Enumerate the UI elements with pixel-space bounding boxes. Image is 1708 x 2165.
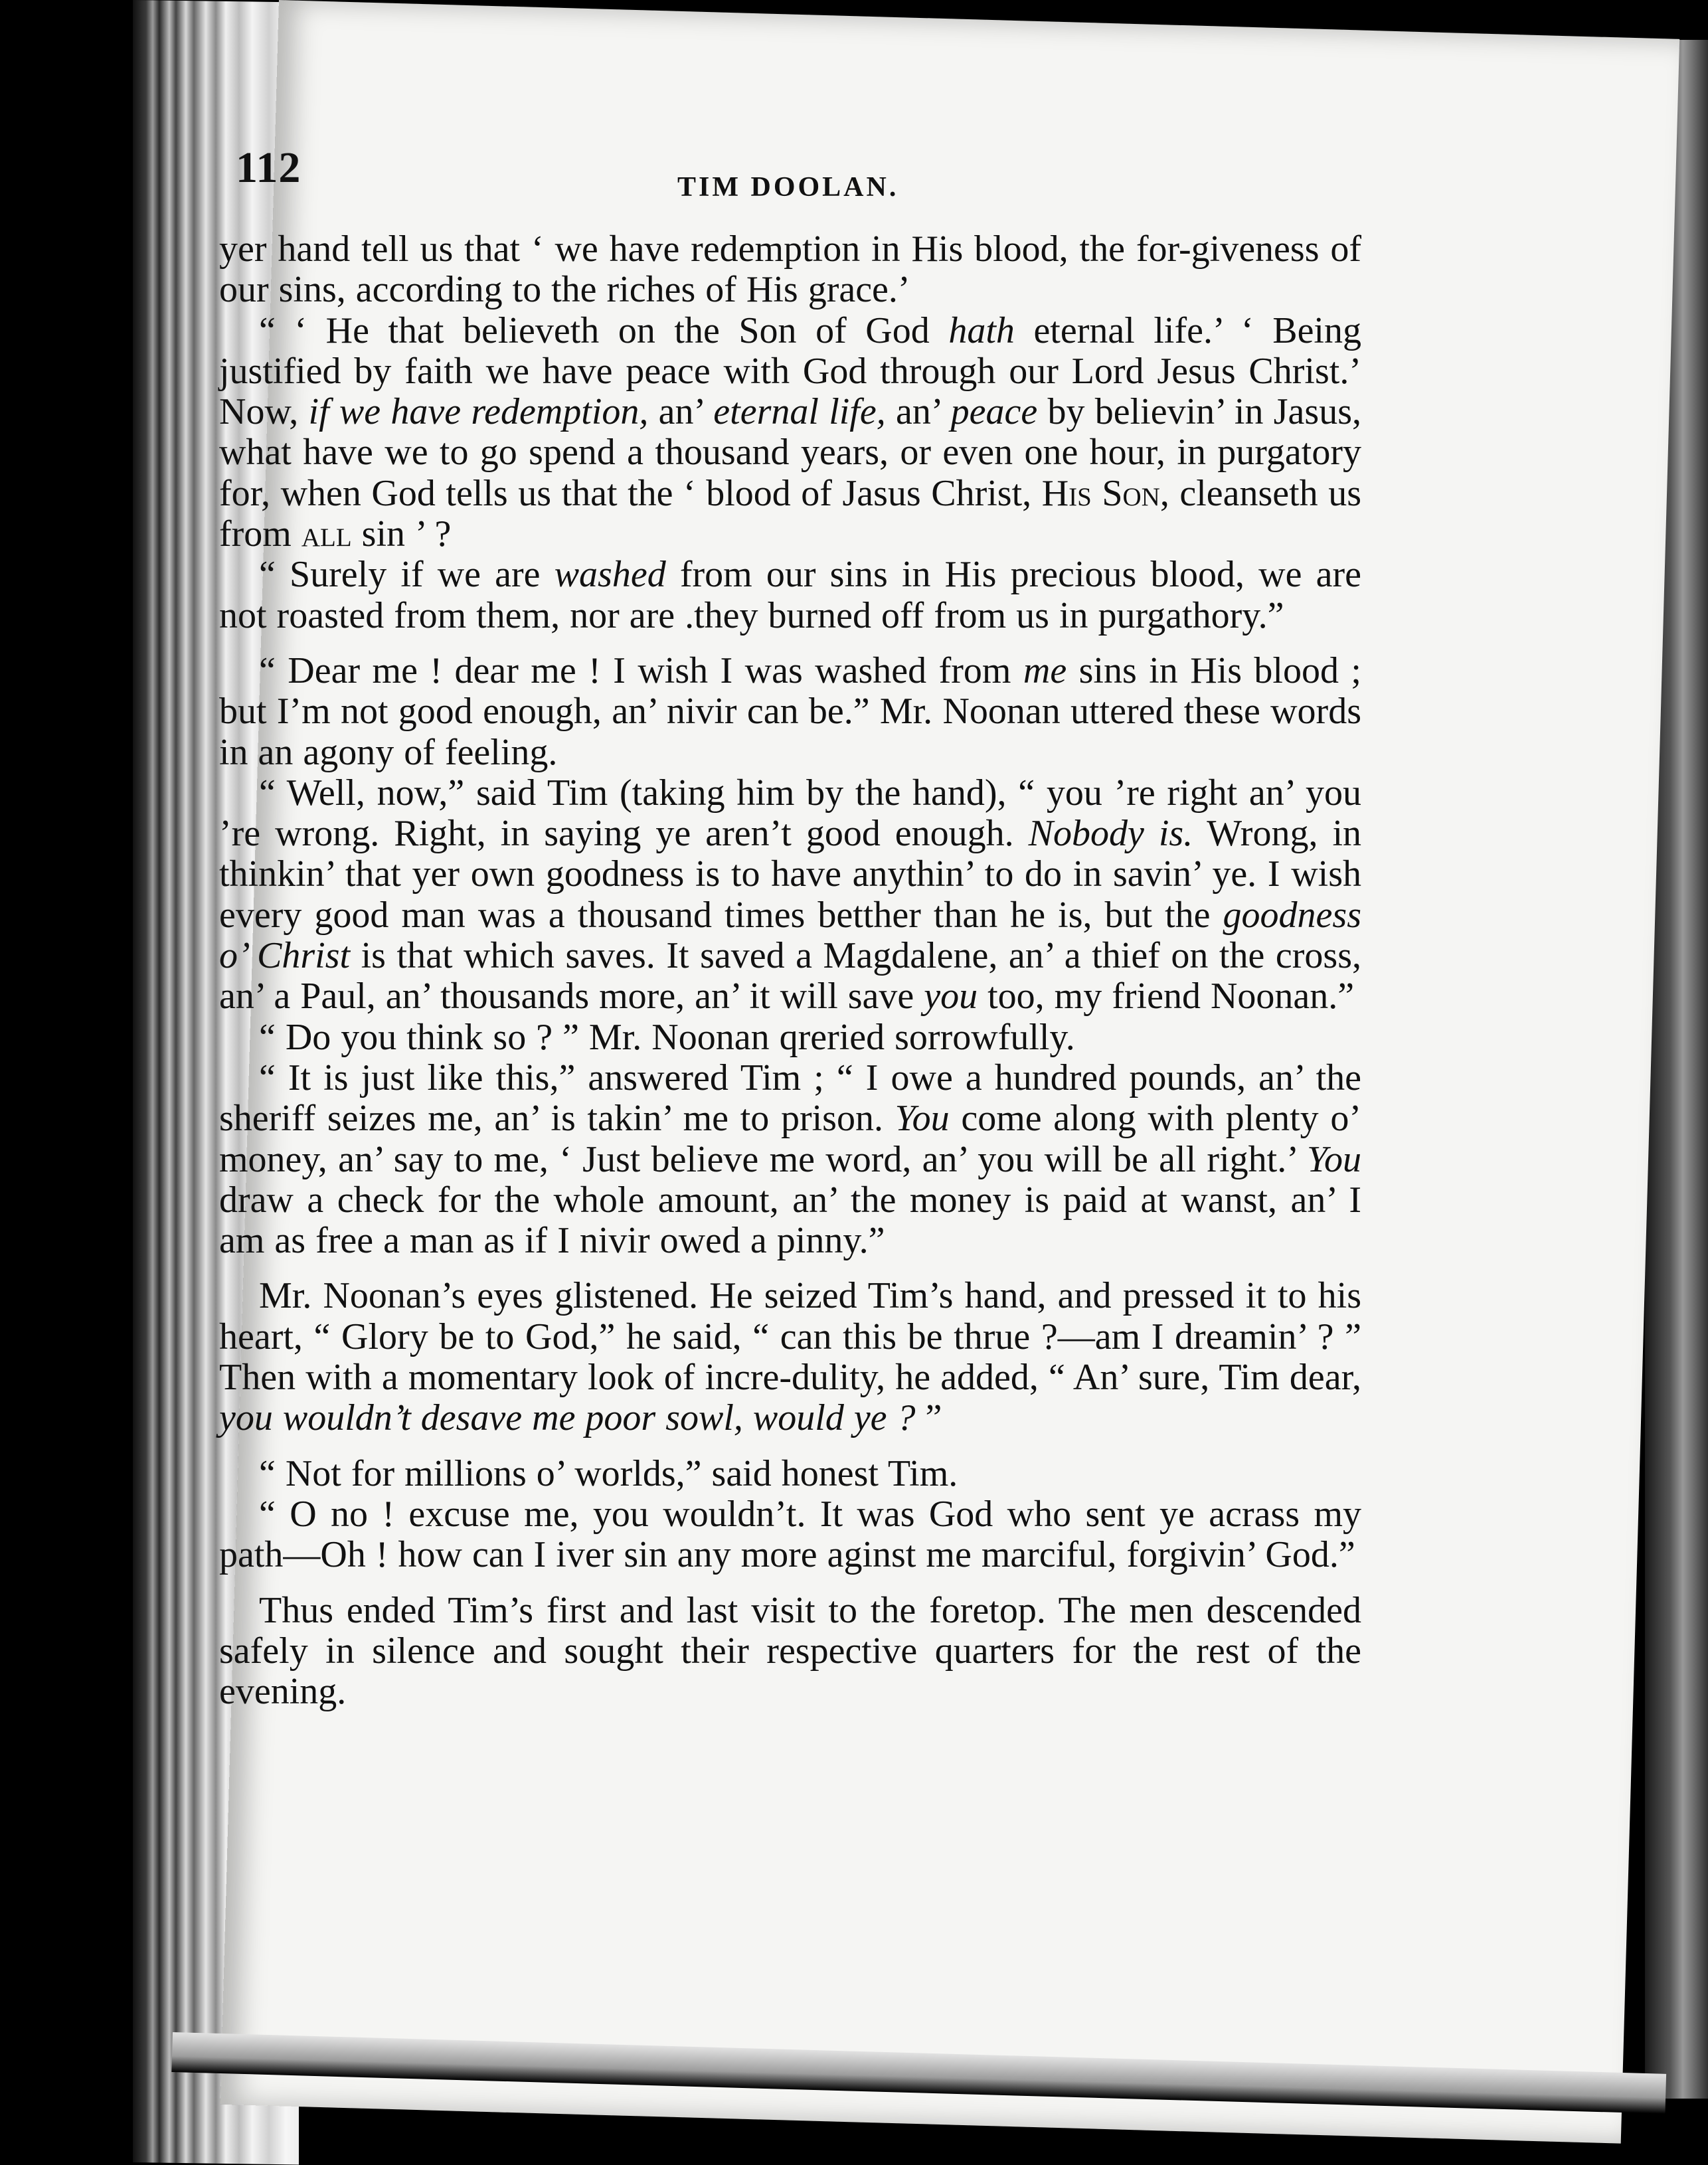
text-run: eternal life.’ ‘ Being justified by faith we have peace with God through our Lord Jesus Christ.’ Now, (219, 309, 1361, 433)
small-caps-text: His Son (1041, 472, 1160, 514)
small-caps-text: all (301, 513, 352, 555)
italic-text: peace (950, 391, 1038, 433)
paragraph (219, 1058, 1361, 1261)
paragraph (219, 555, 1361, 636)
text-run: “ O no ! excuse me, you wouldn’t. It was God who sent ye acrass my path—Oh ! how can I iver sin any more aginst me marciful, forgivin’ God.” (219, 1493, 1361, 1576)
text-run: draw a check for the whole amount, an’ the money is paid at wanst, an’ I am as free a man as if I nivir owed a pinny.” (219, 1179, 1361, 1262)
text-run: “ Not for millions o’ worlds,” said honest Tim. (259, 1452, 958, 1494)
text-run: “ Do you think so ? ” Mr. Noonan qreried sorrowfully. (259, 1016, 1075, 1058)
paragraph (219, 1017, 1361, 1058)
text-run: too, my friend Noonan.” (978, 976, 1355, 1017)
italic-text: you (924, 976, 978, 1017)
text-run: , cleanseth us from (219, 472, 1362, 555)
text-run: sin ’ ? (351, 513, 452, 555)
paragraph (219, 1591, 1361, 1713)
italic-text: me (1023, 650, 1067, 691)
paragraph (219, 1454, 1361, 1494)
text-run: from our sins in His precious blood, we are not roasted from them, nor are .they burned off from us in purgathory.” (219, 554, 1361, 636)
body-text (219, 229, 1361, 1712)
italic-text: goodness o’ Christ (219, 894, 1361, 977)
text-run: an’ (885, 391, 951, 433)
paragraph (219, 773, 1361, 1017)
italic-text: you wouldn’t desave me poor sowl, would ye ? (219, 1397, 916, 1439)
text-run: Wrong, in thinkin’ that yer own goodness is to have anythin’ to do in savin’ ye. I wish every good man was a thousand times betther than he is, but the (219, 813, 1362, 936)
italic-text: You (895, 1098, 950, 1140)
text-run: ” (915, 1397, 942, 1439)
paragraph (219, 229, 1361, 311)
running-head: TIM DOOLAN. (677, 172, 899, 203)
page-number: 112 (236, 143, 301, 192)
text-run: come along with plenty o’ money, an’ say to me, ‘ Just believe me word, an’ you will be all right.’ (219, 1098, 1361, 1180)
text-run: Thus ended Tim’s first and last visit to the foretop. The men descended safely in silence and sought their respective quarters for the rest of the evening. (219, 1589, 1361, 1713)
text-run: “ ‘ He that believeth on the Son of God (259, 309, 949, 351)
italic-text: Nobody is. (1028, 813, 1193, 855)
paragraph (219, 311, 1361, 555)
text-run: yer hand tell us that ‘ we have redemption in His blood, the for-giveness of our sins, according to the riches of His grace.’ (219, 228, 1361, 311)
italic-text: hath (948, 309, 1015, 351)
text-run: an’ (648, 391, 714, 433)
text-run: sins in His blood ; but I’m not good enough, an’ nivir can be.” Mr. Noonan uttered these words in an agony of feeling. (219, 650, 1361, 773)
text-run: by believin’ in Jasus, what have we to go spend a thousand years, or even one hour, in purgatory for, when God tells us that the ‘ blood of Jasus Christ, (219, 391, 1361, 514)
text-run: is that which saves. It saved a Magdalene, an’ a thief on the cross, an’ a Paul, an’ thousands more, an’ it will save (219, 935, 1361, 1017)
text-run: “ Dear me ! dear me ! I wish I was washed from (259, 650, 1023, 691)
text-run: “ Well, now,” said Tim (taking him by the hand), “ you ’re right an’ you ’re wrong. Right, in saying ye aren’t good enough. (219, 772, 1361, 855)
text-run: “ It is just like this,” answered Tim ; “ I owe a hundred pounds, an’ the sheriff seizes me, an’ is takin’ me to prison. (219, 1057, 1361, 1140)
paragraph (219, 1494, 1361, 1576)
italic-text: You (1306, 1138, 1361, 1180)
italic-text: eternal life, (713, 391, 886, 433)
paragraph (219, 651, 1361, 773)
paragraph (219, 1276, 1361, 1438)
text-run: Mr. Noonan’s eyes glistened. He seized Tim’s hand, and pressed it to his heart, “ Glory be to God,” he said, “ can this be thrue ?—am I dreamin’ ? ” Then with a momentary look of incre-dulity, he added, “ An’ sure, Tim dear, (219, 1275, 1361, 1399)
italic-text: if we have redemption, (308, 391, 649, 433)
text-run: “ Surely if we are (259, 554, 555, 596)
italic-text: washed (554, 554, 666, 596)
